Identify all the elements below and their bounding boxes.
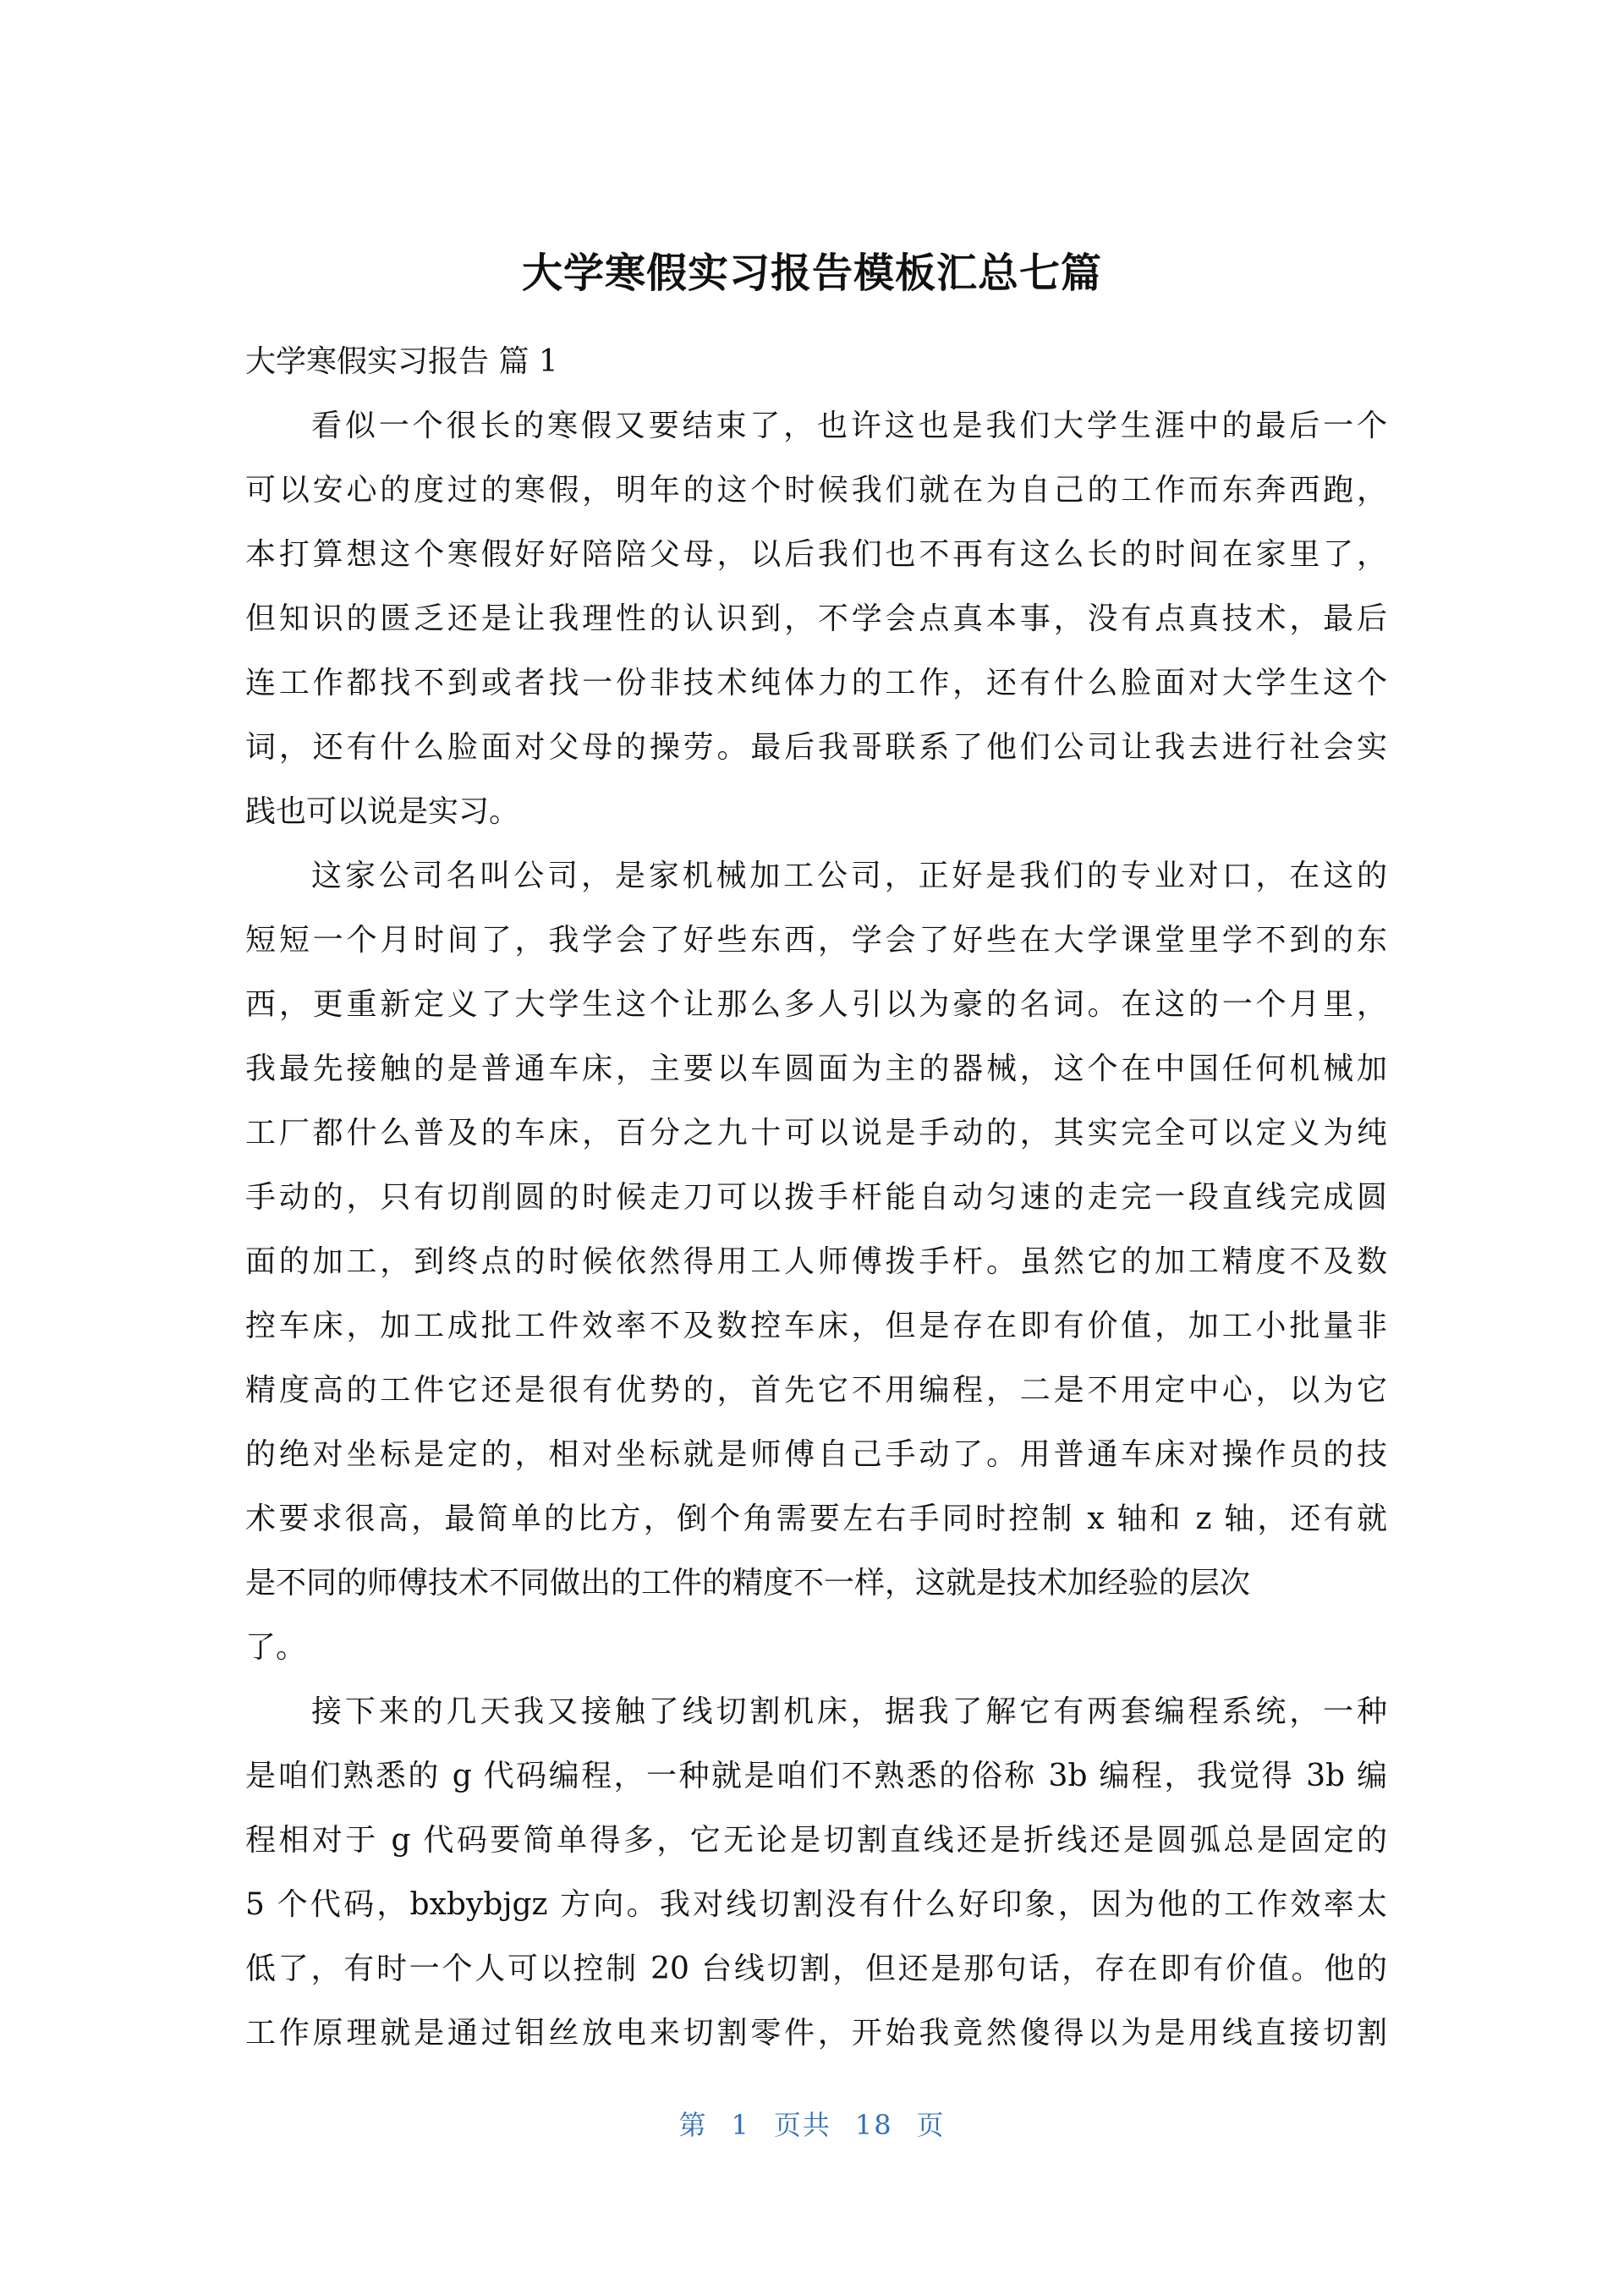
text-line: 是咱们熟悉的 g 代码编程，一种就是咱们不熟悉的俗称 3b 编程，我觉得 3b 编 <box>245 1759 1387 1793</box>
text-line: 工作原理就是通过钼丝放电来切割零件，开始我竟然傻得以为是用线直接切割 <box>245 2016 1387 2051</box>
text-line: 了。 <box>245 1630 307 1665</box>
text-line: 的绝对坐标是定的，相对坐标就是师傅自己手动了。用普通车床对操作员的技 <box>245 1437 1387 1472</box>
text-line: 词，还有什么脸面对父母的操劳。最后我哥联系了他们公司让我去进行社会实 <box>245 730 1387 765</box>
document-title: 大学寒假实习报告模板汇总七篇 <box>521 250 1102 297</box>
text-line: 践也可以说是实习。 <box>245 794 520 829</box>
text-line: 连工作都找不到或者找一份非技术纯体力的工作，还有什么脸面对大学生这个 <box>245 666 1387 700</box>
text-line: 但知识的匮乏还是让我理性的认识到，不学会点真本事，没有点真技术，最后 <box>245 601 1387 636</box>
current-page-number: 1 <box>731 2109 750 2141</box>
text-line: 工厂都什么普及的车床，百分之九十可以说是手动的，其实完全可以定义为纯 <box>245 1116 1387 1150</box>
text-line: 精度高的工件它还是很有优势的，首先它不用编程，二是不用定中心，以为它 <box>245 1373 1387 1408</box>
total-pages-number: 18 <box>854 2109 893 2141</box>
text-line: 手动的，只有切削圆的时候走刀可以拨手杆能自动匀速的走完一段直线完成圆 <box>245 1180 1387 1215</box>
text-line: 短短一个月时间了，我学会了好些东西，学会了好些在大学课堂里学不到的东 <box>245 923 1387 958</box>
text-line: 接下来的几天我又接触了线切割机床，据我了解它有两套编程系统，一种 <box>311 1694 1387 1729</box>
paragraph-2 <box>245 844 1387 1680</box>
text-line: 是不同的师傅技术不同做出的工件的精度不一样，这就是技术加经验的层次 <box>245 1566 1251 1600</box>
footer-prefix: 第 <box>678 2109 708 2141</box>
text-line: 术要求很高，最简单的比方，倒个角需要左右手同时控制 x 轴和 z 轴，还有就 <box>245 1502 1387 1536</box>
footer-middle: 页共 <box>773 2109 831 2141</box>
text-line: 这家公司名叫公司，是家机械加工公司，正好是我们的专业对口，在这的 <box>311 859 1387 893</box>
text-line: 低了，有时一个人可以控制 20 台线切割，但还是那句话，存在即有价值。他的 <box>245 1952 1387 1986</box>
text-line: 可以安心的度过的寒假，明年的这个时候我们就在为自己的工作而东奔西跑， <box>245 473 1387 508</box>
paragraph-1 <box>245 394 1387 844</box>
text-line: 本打算想这个寒假好好陪陪父母，以后我们也不再有这么长的时间在家里了， <box>245 537 1387 572</box>
document-body <box>245 330 1387 2066</box>
text-line: 我最先接触的是普通车床，主要以车圆面为主的器械，这个在中国任何机械加 <box>245 1051 1387 1086</box>
text-line: 面的加工，到终点的时候依然得用工人师傅拨手杆。虽然它的加工精度不及数 <box>245 1244 1387 1279</box>
section-heading: 大学寒假实习报告 篇 1 <box>245 344 558 379</box>
text-line: 西，更重新定义了大学生这个让那么多人引以为豪的名词。在这的一个月里， <box>245 987 1387 1022</box>
text-line: 看似一个很长的寒假又要结束了，也许这也是我们大学生涯中的最后一个 <box>311 409 1387 443</box>
text-line: 程相对于 g 代码要简单得多，它无论是切割直线还是折线还是圆弧总是固定的 <box>245 1823 1387 1858</box>
text-line: 5 个代码，bxbybjgz 方向。我对线切割没有什么好印象，因为他的工作效率太 <box>245 1887 1387 1922</box>
paragraph-3 <box>245 1680 1387 2066</box>
text-line: 控车床，加工成批工件效率不及数控车床，但是存在即有价值，加工小批量非 <box>245 1309 1387 1343</box>
footer-suffix: 页 <box>916 2109 946 2141</box>
page-footer <box>0 2105 1624 2145</box>
